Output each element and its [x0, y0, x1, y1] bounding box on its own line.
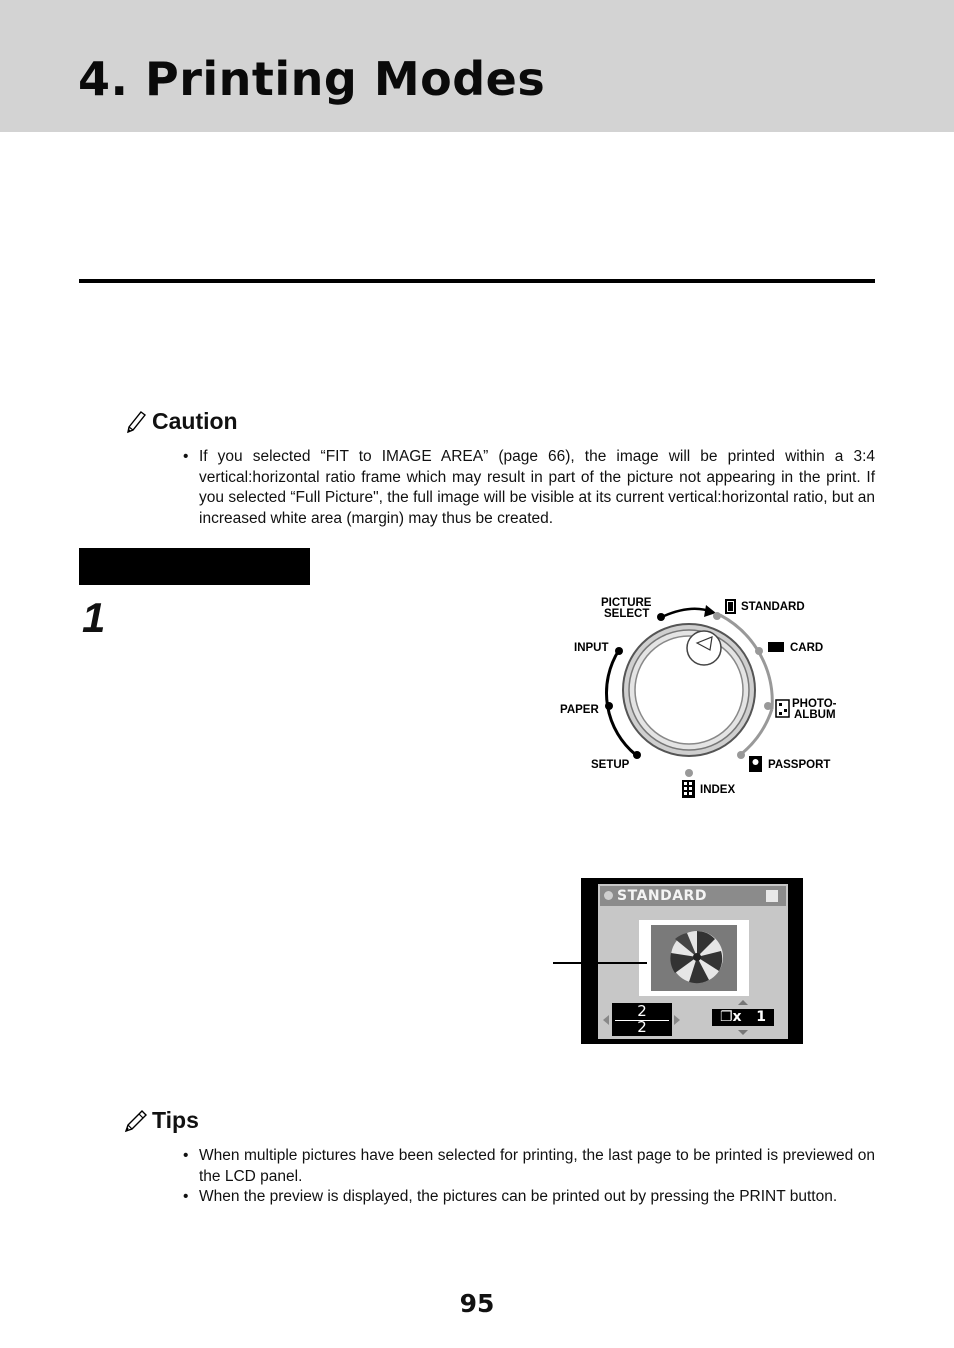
dial-label-paper: PAPER — [560, 704, 599, 716]
dial-label-card: CARD — [790, 642, 824, 654]
caution-list — [183, 447, 875, 529]
dial-label-input: INPUT — [574, 642, 609, 654]
passport-mode-icon — [766, 890, 778, 902]
dial-label-index: INDEX — [700, 784, 736, 796]
up-arrow-icon — [738, 1000, 748, 1005]
page-number: 95 — [459, 1289, 495, 1318]
tips-list — [183, 1146, 875, 1208]
dial-label-picture-select-1: PICTURE — [601, 597, 652, 609]
section-rule — [79, 279, 875, 283]
section-black-bar — [79, 548, 310, 585]
dial-pointer-window — [687, 631, 721, 665]
tips-item: • When multiple pictures have been selected for printing, the last page to be printed is previewed on the LCD panel. — [183, 1146, 875, 1187]
balloon-image — [651, 925, 737, 991]
page-title: 4. Printing Modes — [78, 52, 546, 106]
dial-label-setup: SETUP — [591, 759, 630, 771]
pencil-icon — [124, 410, 148, 434]
lcd-page-counter — [612, 1003, 672, 1036]
lcd-copies — [712, 1009, 774, 1026]
tips-heading-label: Tips — [152, 1107, 199, 1133]
tips-heading — [124, 1107, 199, 1134]
step-number: 1 — [82, 594, 106, 641]
left-arrow-icon — [603, 1015, 609, 1025]
copies-number: 1 — [756, 1009, 766, 1025]
lcd-title-bar — [600, 886, 786, 906]
card-mode-icon — [768, 642, 784, 652]
caution-heading-label: Caution — [152, 408, 238, 434]
caution-item: • If you selected “FIT to IMAGE AREA” (page 66), the image will be printed within a 3:4 vertical:horizontal ratio frame which may result in part of the picture not appearing in the print. If you selected “Full Picture", the full image will be visible at its current vertical:horizontal ratio, but an increased white area (margin) may thus be created. — [183, 447, 875, 529]
preview-photo — [651, 925, 737, 991]
dial-label-picture-select-2: SELECT — [604, 608, 650, 620]
tips-item: • When the preview is displayed, the pictures can be printed out by pressing the PRINT button. — [183, 1187, 875, 1208]
lcd-panel — [581, 878, 803, 1044]
right-arrow-icon — [674, 1015, 680, 1025]
page-total: 2 — [637, 1018, 647, 1036]
lcd-status-dot — [604, 891, 613, 900]
dial-label-passport: PASSPORT — [768, 759, 831, 771]
dial-label-standard: STANDARD — [741, 601, 805, 613]
mode-dial-diagram — [552, 590, 848, 802]
down-arrow-icon — [738, 1030, 748, 1035]
dial-label-photo-album-2: ALBUM — [794, 709, 836, 721]
photo-album-mode-icon — [776, 700, 789, 717]
page-current: 2 — [637, 1002, 647, 1020]
callout-line — [553, 962, 647, 964]
copies-icon: ❐x — [720, 1009, 742, 1025]
index-mode-icon — [682, 780, 695, 798]
caution-heading — [124, 408, 238, 435]
pencil-icon — [124, 1109, 148, 1133]
dial-label-photo-album-1: PHOTO- — [792, 698, 837, 710]
lcd-title: STANDARD — [617, 888, 707, 904]
lcd-print-preview — [639, 920, 749, 996]
